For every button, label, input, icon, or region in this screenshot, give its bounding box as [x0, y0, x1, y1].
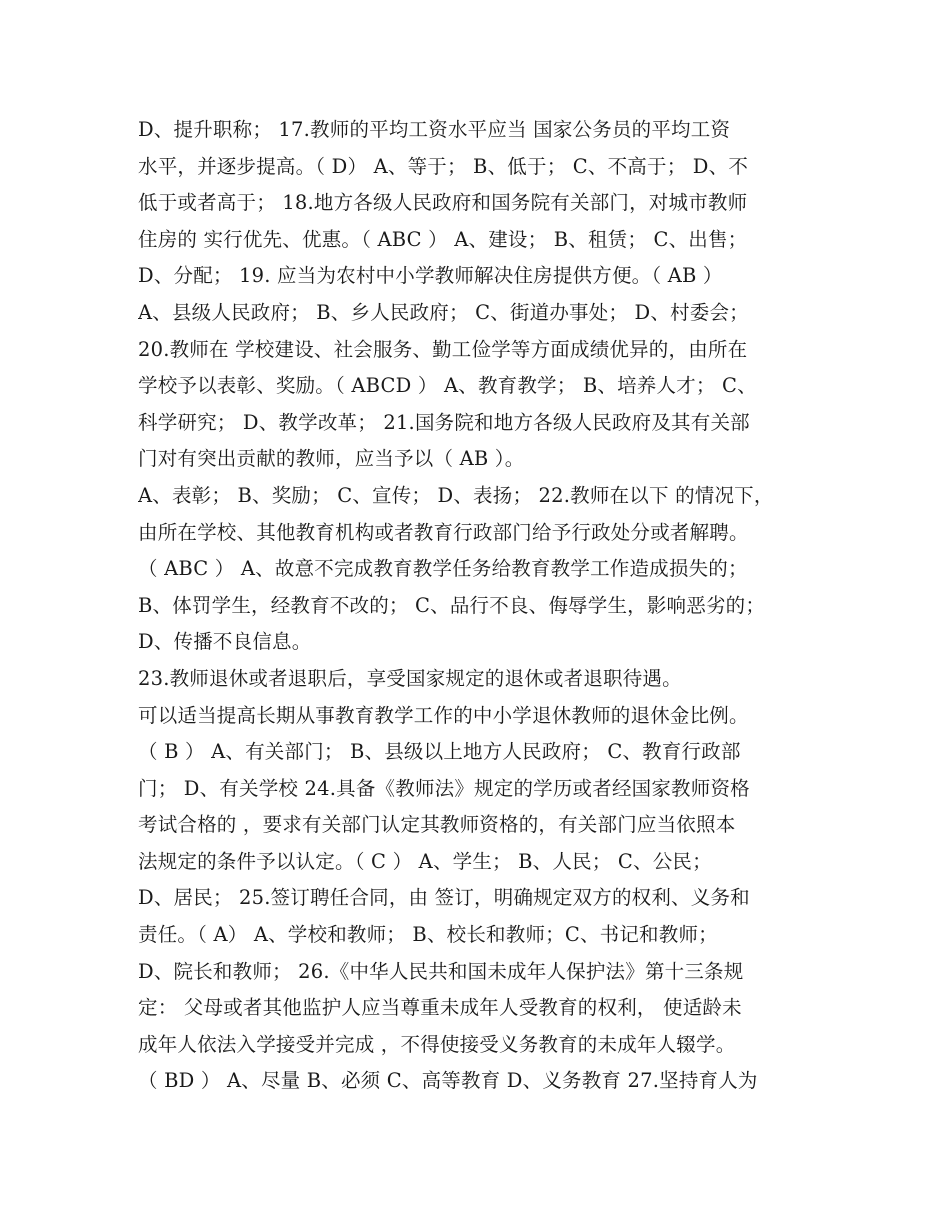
text-line: 成年人依法入学接受并完成 ，不得使接受义务教育的未成年人辍学。 — [138, 1032, 736, 1056]
text-line: 低于或者高于； 18.地方各级人民政府和国务院有关部门，对城市教师 — [138, 191, 748, 215]
text-line: 水平，并逐步提高。（ D） A、等于； B、低于； C、不高于； D、不 — [138, 154, 749, 178]
text-line: 责任。（ A） A、学校和教师； B、校长和教师；C、书记和教师； — [138, 923, 718, 947]
text-line: 可以适当提高长期从事教育教学工作的中小学退休教师的退休金比例。 — [138, 703, 749, 727]
text-line: （ BD ） A、尽量 B、必须 C、高等教育 D、义务教育 27.坚持育人为 — [138, 1069, 758, 1093]
text-line: D、分配； 19. 应当为农村中小学教师解决住房提供方便。（ AB ） — [138, 264, 723, 288]
text-line: （ B ） A、有关部门； B、县级以上地方人民政府； C、教育行政部 — [138, 740, 741, 764]
text-line: 考试合格的 ，要求有关部门认定其教师资格的，有关部门应当依照本 — [138, 813, 736, 837]
text-line: 20.教师在 学校建设、社会服务、勤工俭学等方面成绩优异的，由所在 — [138, 337, 748, 361]
text-line: 23.教师退休或者退职后，享受国家规定的退休或者退职待遇。 — [138, 666, 682, 690]
text-line: D、院长和教师； 26.《中华人民共和国未成年人保护法》第十三条规 — [138, 959, 744, 983]
text-line: D、居民； 25.签订聘任合同，由 签订，明确规定双方的权利、义务和 — [138, 886, 750, 910]
body-text — [138, 112, 828, 1100]
text-line: 科学研究； D、教学改革； 21.国务院和地方各级人民政府及其有关部 — [138, 410, 750, 434]
text-line: 法规定的条件予以认定。（ C ） A、学生； B、人民； C、公民； — [138, 849, 712, 873]
text-line: D、提升职称； 17.教师的平均工资水平应当 国家公务员的平均工资 — [138, 118, 731, 141]
text-line: 住房的 实行优先、优惠。（ ABC ） A、建设； B、租赁； C、出售； — [138, 227, 748, 251]
text-line: 由所在学校、其他教育机构或者教育行政部门给予行政处分或者解聘。 — [138, 520, 749, 544]
text-line: D、传播不良信息。 — [138, 630, 312, 654]
text-line: 定： 父母或者其他监护人应当尊重未成年人受教育的权利， 使适龄未 — [138, 996, 742, 1020]
text-line: 学校予以表彰、奖励。（ ABCD ） A、教育教学； B、培养人才； C、 — [138, 374, 757, 398]
text-line: B、体罚学生，经教育不改的； C、品行不良、侮辱学生，影响恶劣的； — [138, 593, 766, 617]
text-line: （ ABC ） A、故意不完成教育教学任务给教育教学工作造成损失的； — [138, 557, 748, 581]
text-line: A、表彰； B、奖励； C、宣传； D、表扬； 22.教师在以下 的情况下， — [138, 483, 774, 507]
text-line: 门对有突出贡献的教师，应当予以（ AB ）。 — [138, 447, 525, 471]
text-line: A、县级人民政府； B、乡人民政府； C、街道办事处； D、村委会； — [138, 300, 749, 324]
text-line: 门； D、有关学校 24.具备《教师法》规定的学历或者经国家教师资格 — [138, 776, 750, 800]
